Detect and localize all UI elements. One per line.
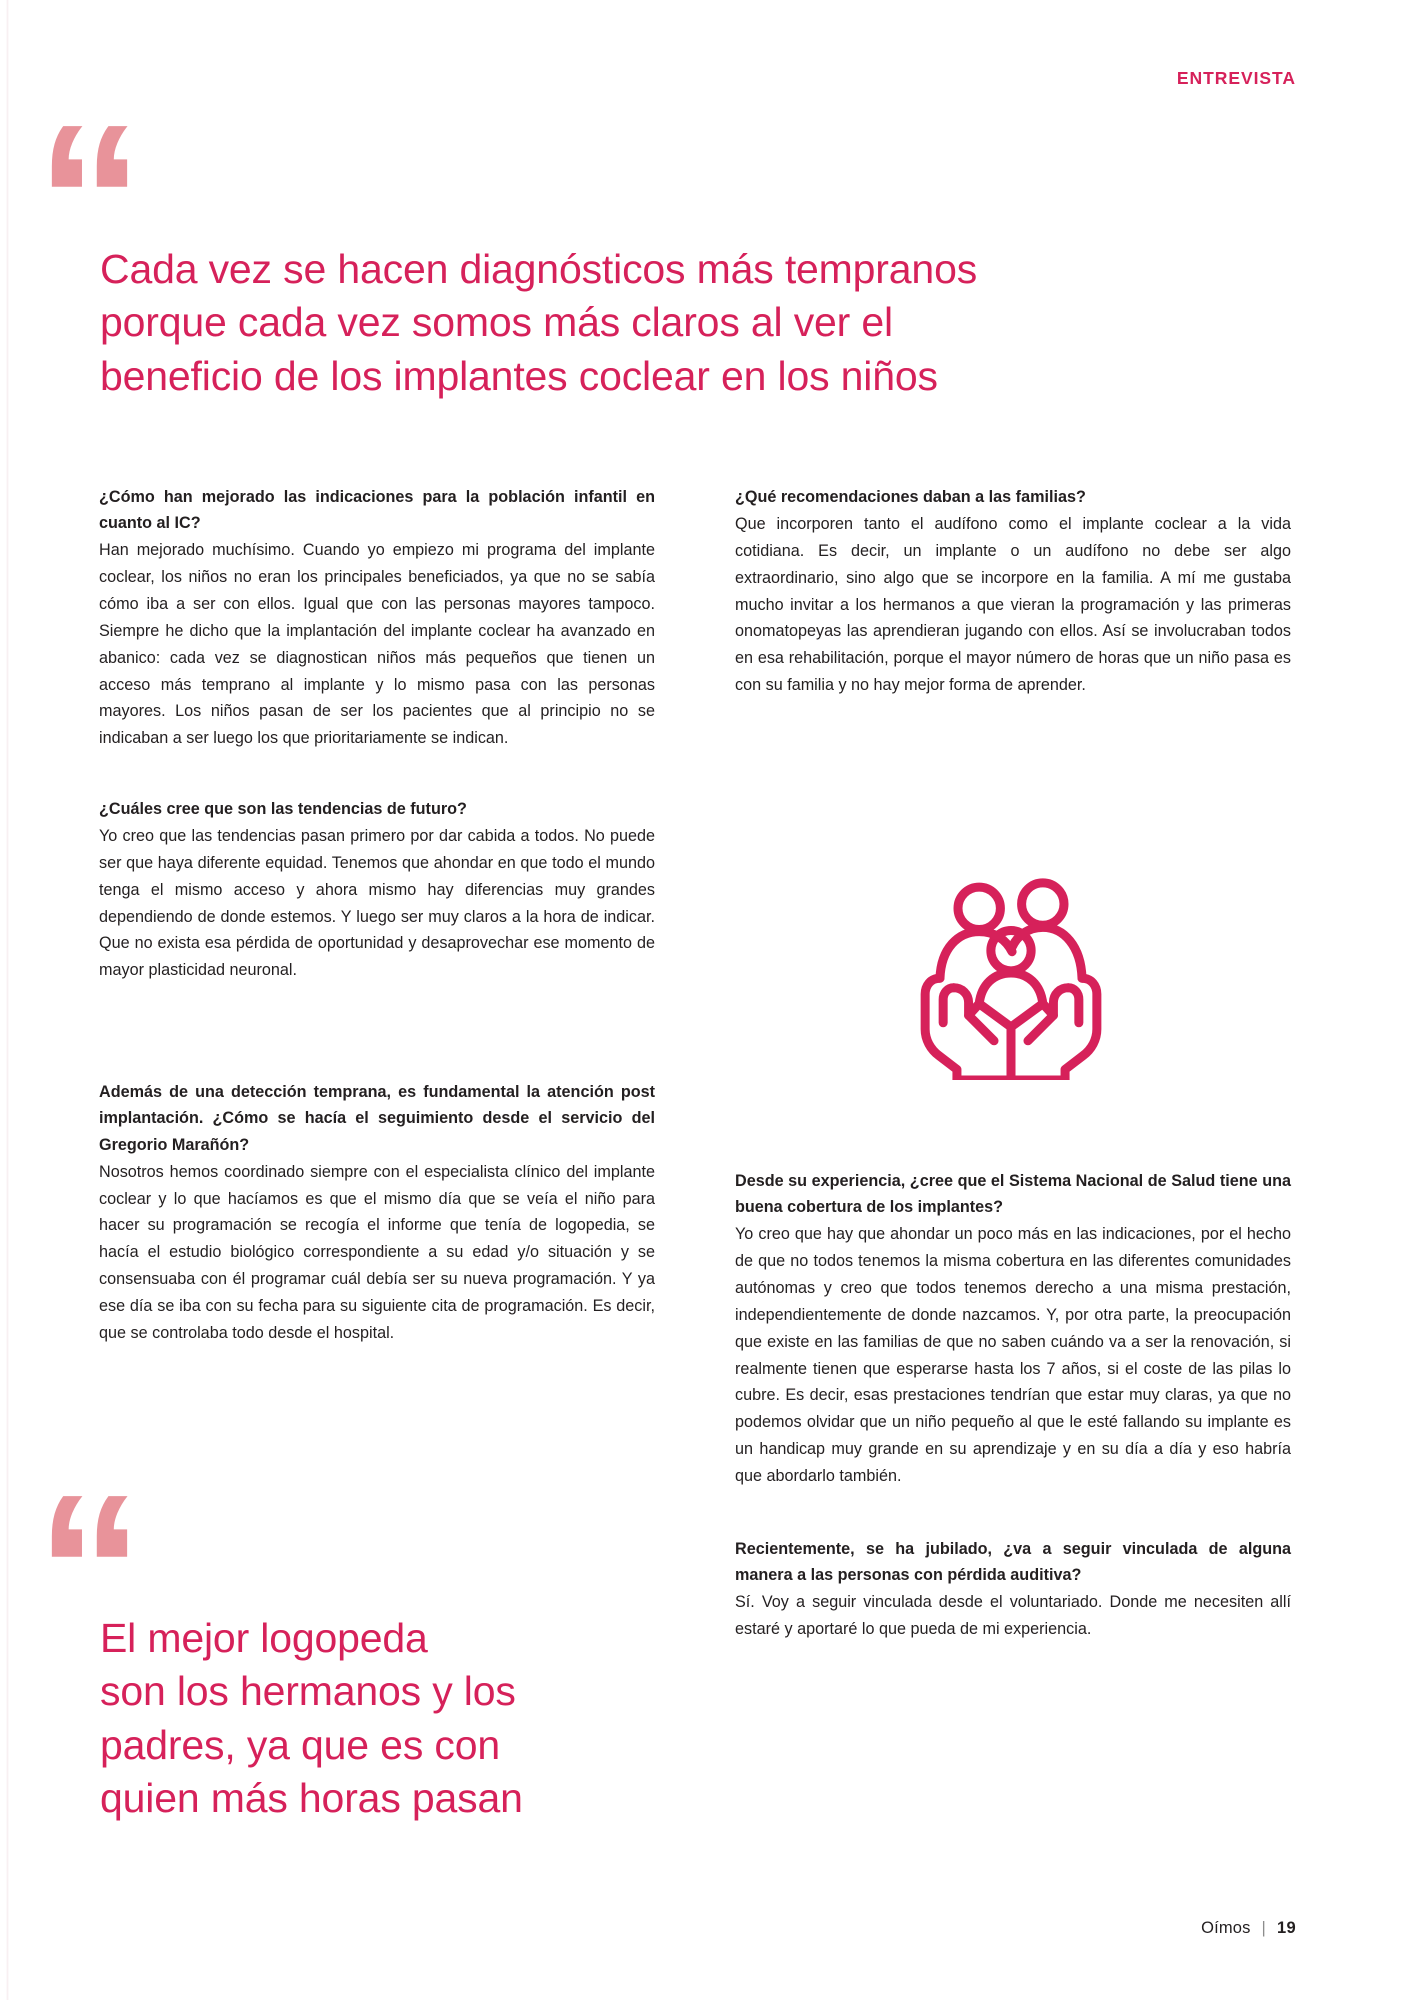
interview-answer: Sí. Voy a seguir vinculada desde el voluntariado. Donde me necesiten allí estaré y aportaré lo que pueda de mi experiencia. — [735, 1593, 1291, 1638]
publication-name: Oímos — [1201, 1919, 1251, 1937]
page-number: 19 — [1276, 1919, 1296, 1937]
pull-quote-line: son los hermanos y los — [100, 1668, 516, 1715]
qa-block — [99, 484, 655, 752]
qa-block — [99, 1079, 655, 1346]
qa-block — [735, 1536, 1291, 1643]
pull-quote-line: quien más horas pasan — [100, 1774, 523, 1821]
interview-answer: Que incorporen tanto el audífono como el implante coclear a la vida cotidiana. Es decir, un implante o un audífono no debe ser algo extraordinario, sino algo que se incorpore en la familia. A mí me gustaba mucho invitar a los hermanos a que vieran la programación y las primeras onomatopeyas las aprendieran jugando con ellos. Así se involucraban todos en esa rehabilitación, porque el mayor número de horas que un niño pasa es con su familia y no hay mejor forma de aprender. — [735, 515, 1291, 695]
quote-mark-icon: “ — [36, 79, 144, 320]
pull-quote-bottom — [100, 1612, 720, 1825]
section-kicker: ENTREVISTA — [1176, 68, 1296, 88]
family-in-hands-icon — [905, 868, 1117, 1080]
qa-block — [735, 1168, 1291, 1490]
interview-question: ¿Cómo han mejorado las indicaciones para la población infantil en cuanto al IC? — [99, 488, 655, 533]
interview-question: ¿Cuáles cree que son las tendencias de futuro? — [99, 799, 467, 818]
interview-question: Además de una detección temprana, es fundamental la atención post implantación. ¿Cómo se hacía el seguimiento desde el servicio del Gregorio Marañón? — [99, 1083, 655, 1154]
pull-quote-top — [100, 243, 1330, 403]
right-text-column-lower — [735, 1168, 1291, 1689]
interview-answer: Yo creo que hay que ahondar un poco más en las indicaciones, por el hecho de que no todos tenemos la misma cobertura en las diferentes comunidades autónomas y creo que todos tenemos derecho a una misma prestación, independientemente de donde nazcamos. Y, por otra parte, la preocupación que existe en las familias de que no saben cuándo va a ser la renovación, si realmente tienen que esperarse hasta los 7 años, si el coste de las pilas lo cubre. Es decir, esas prestaciones tendrían que estar muy claras, ya que no podemos olvidar que un niño pequeño al que le esté fallando su implante es un handicap muy grande en su aprendizaje y en su día a día y eso habría que abordarlo también. — [735, 1225, 1291, 1485]
qa-block — [735, 484, 1291, 699]
interview-question: ¿Qué recomendaciones daban a las familias? — [735, 488, 1086, 506]
pull-quote-line: porque cada vez somos más claros al ver el — [100, 299, 893, 346]
pull-quote-line: beneficio de los implantes coclear en los niños — [100, 352, 938, 399]
page-edge-rule — [6, 0, 9, 2000]
interview-answer: Yo creo que las tendencias pasan primero por dar cabida a todos. No puede ser que haya diferente equidad. Tenemos que ahondar en que todo el mundo tenga el mismo acceso y ahora mismo hay diferencias muy grandes dependiendo de donde estemos. Y luego ser muy claros a la hora de indicar. Que no exista esa pérdida de oportunidad y desaprovechar ese momento de mayor plasticidad neuronal. — [99, 827, 655, 980]
right-text-column-upper — [735, 484, 1291, 699]
pull-quote-line: Cada vez se hacen diagnósticos más tempranos — [100, 246, 978, 292]
footer-separator: | — [1261, 1919, 1266, 1937]
interview-question: Desde su experiencia, ¿cree que el Sistema Nacional de Salud tiene una buena cobertura de los implantes? — [735, 1172, 1291, 1217]
page-footer — [1201, 1919, 1296, 1938]
qa-block — [99, 796, 655, 984]
interview-answer: Han mejorado muchísimo. Cuando yo empiezo mi programa del implante coclear, los niños no eran los principales beneficiados, ya que no se sabía cómo iba a ser con ellos. Igual que con las personas mayores tampoco. Siempre he dicho que la implantación del implante coclear ha avanzado en abanico: cada vez se diagnostican niños más pequeños que tienen un acceso más temprano al implante y lo mismo pasa con las personas mayores. Los niños pasan de ser los pacientes que al principio no se indicaban a ser luego los que prioritariamente se indican. — [99, 541, 655, 748]
pull-quote-line: padres, ya que es con — [100, 1721, 500, 1768]
quote-mark-icon: “ — [36, 1449, 144, 1690]
interview-answer: Nosotros hemos coordinado siempre con el especialista clínico del implante coclear y lo que hacíamos es que el mismo día que se veía el niño para hacer su programación se recogía el informe que tenía de logopedia, se hacía el estudio biológico correspondiente a su edad y/o situación y se consensuaba con él programar cuál debía ser su nueva programación. Y ya ese día se iba con su fecha para su siguiente cita de programación. Es decir, que se controlaba todo desde el hospital. — [99, 1162, 655, 1342]
interview-question: Recientemente, se ha jubilado, ¿va a seguir vinculada de alguna manera a las personas con pérdida auditiva? — [735, 1539, 1291, 1584]
pull-quote-line: El mejor logopeda — [100, 1615, 428, 1661]
left-text-column — [99, 484, 655, 1380]
